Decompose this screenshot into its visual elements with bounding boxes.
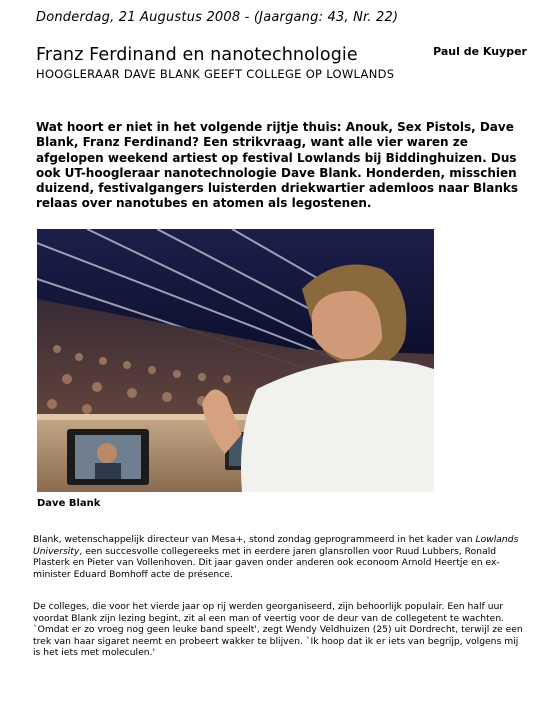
article-lead: Wat hoort er niet in het volgende rijtje thuis: Anouk, Sex Pistols, Dave Blank, Franz Ferdinand? Een strikvraag, want alle vier waren ze afgelopen weekend artiest op festival Lowlands bij Biddinghuizen. Dus ook UT-hoogleraar nanotechnologie Dave Blank. Honderden, misschien duizend, festivalgangers luisterden driekwartier ademloos naar Blanks relaas over nanotubes en atomen als legostenen. [36, 120, 519, 211]
article-paragraph-2: De colleges, die voor het vierde jaar op rij werden georganiseerd, zijn behoorlijk populair. Een half uur voordat Blank zijn lezing begint, zit al een man of veertig voor de deur van de collegetent te wachten. `Omdat er zo vroeg nog geen leuke band speelt', zegt Wendy Veldhuizen (25) uit Dordrecht, terwijl ze een trek van haar sigaret neemt en probeert wakker te blijven. `Ik hoop dat ik er iets van begrijp, volgens mij is het iets met moleculen.' [33, 601, 523, 658]
paragraph-text: , een succesvolle collegereeks met in eerdere jaren glansrollen voor Ruud Lubbers, Ronald Plasterk en Pieter van Vollenhoven. Dit jaar gaven onder anderen ook econoom Arnold Heertje en ex-minister Eduard Bomhoff acte de présence. [33, 545, 500, 580]
article-author: Paul de Kuyper [433, 45, 527, 58]
article-subtitle: HOOGLERAAR DAVE BLANK GEEFT COLLEGE OP LOWLANDS [36, 67, 395, 81]
event-name: Lowlands University [33, 534, 519, 557]
article-paragraph-1 [33, 534, 523, 580]
article-title: Franz Ferdinand en nanotechnologie [36, 45, 358, 65]
article-photo [37, 229, 434, 492]
photo-lecture-scene [37, 229, 434, 492]
article-dateline: Donderdag, 21 Augustus 2008 - (Jaargang: 43, Nr. 22) [36, 10, 399, 25]
paragraph-text: Blank, wetenschappelijk directeur van Mesa+, stond zondag geprogrammeerd in het kader van [33, 534, 476, 545]
photo-caption: Dave Blank [37, 498, 101, 509]
